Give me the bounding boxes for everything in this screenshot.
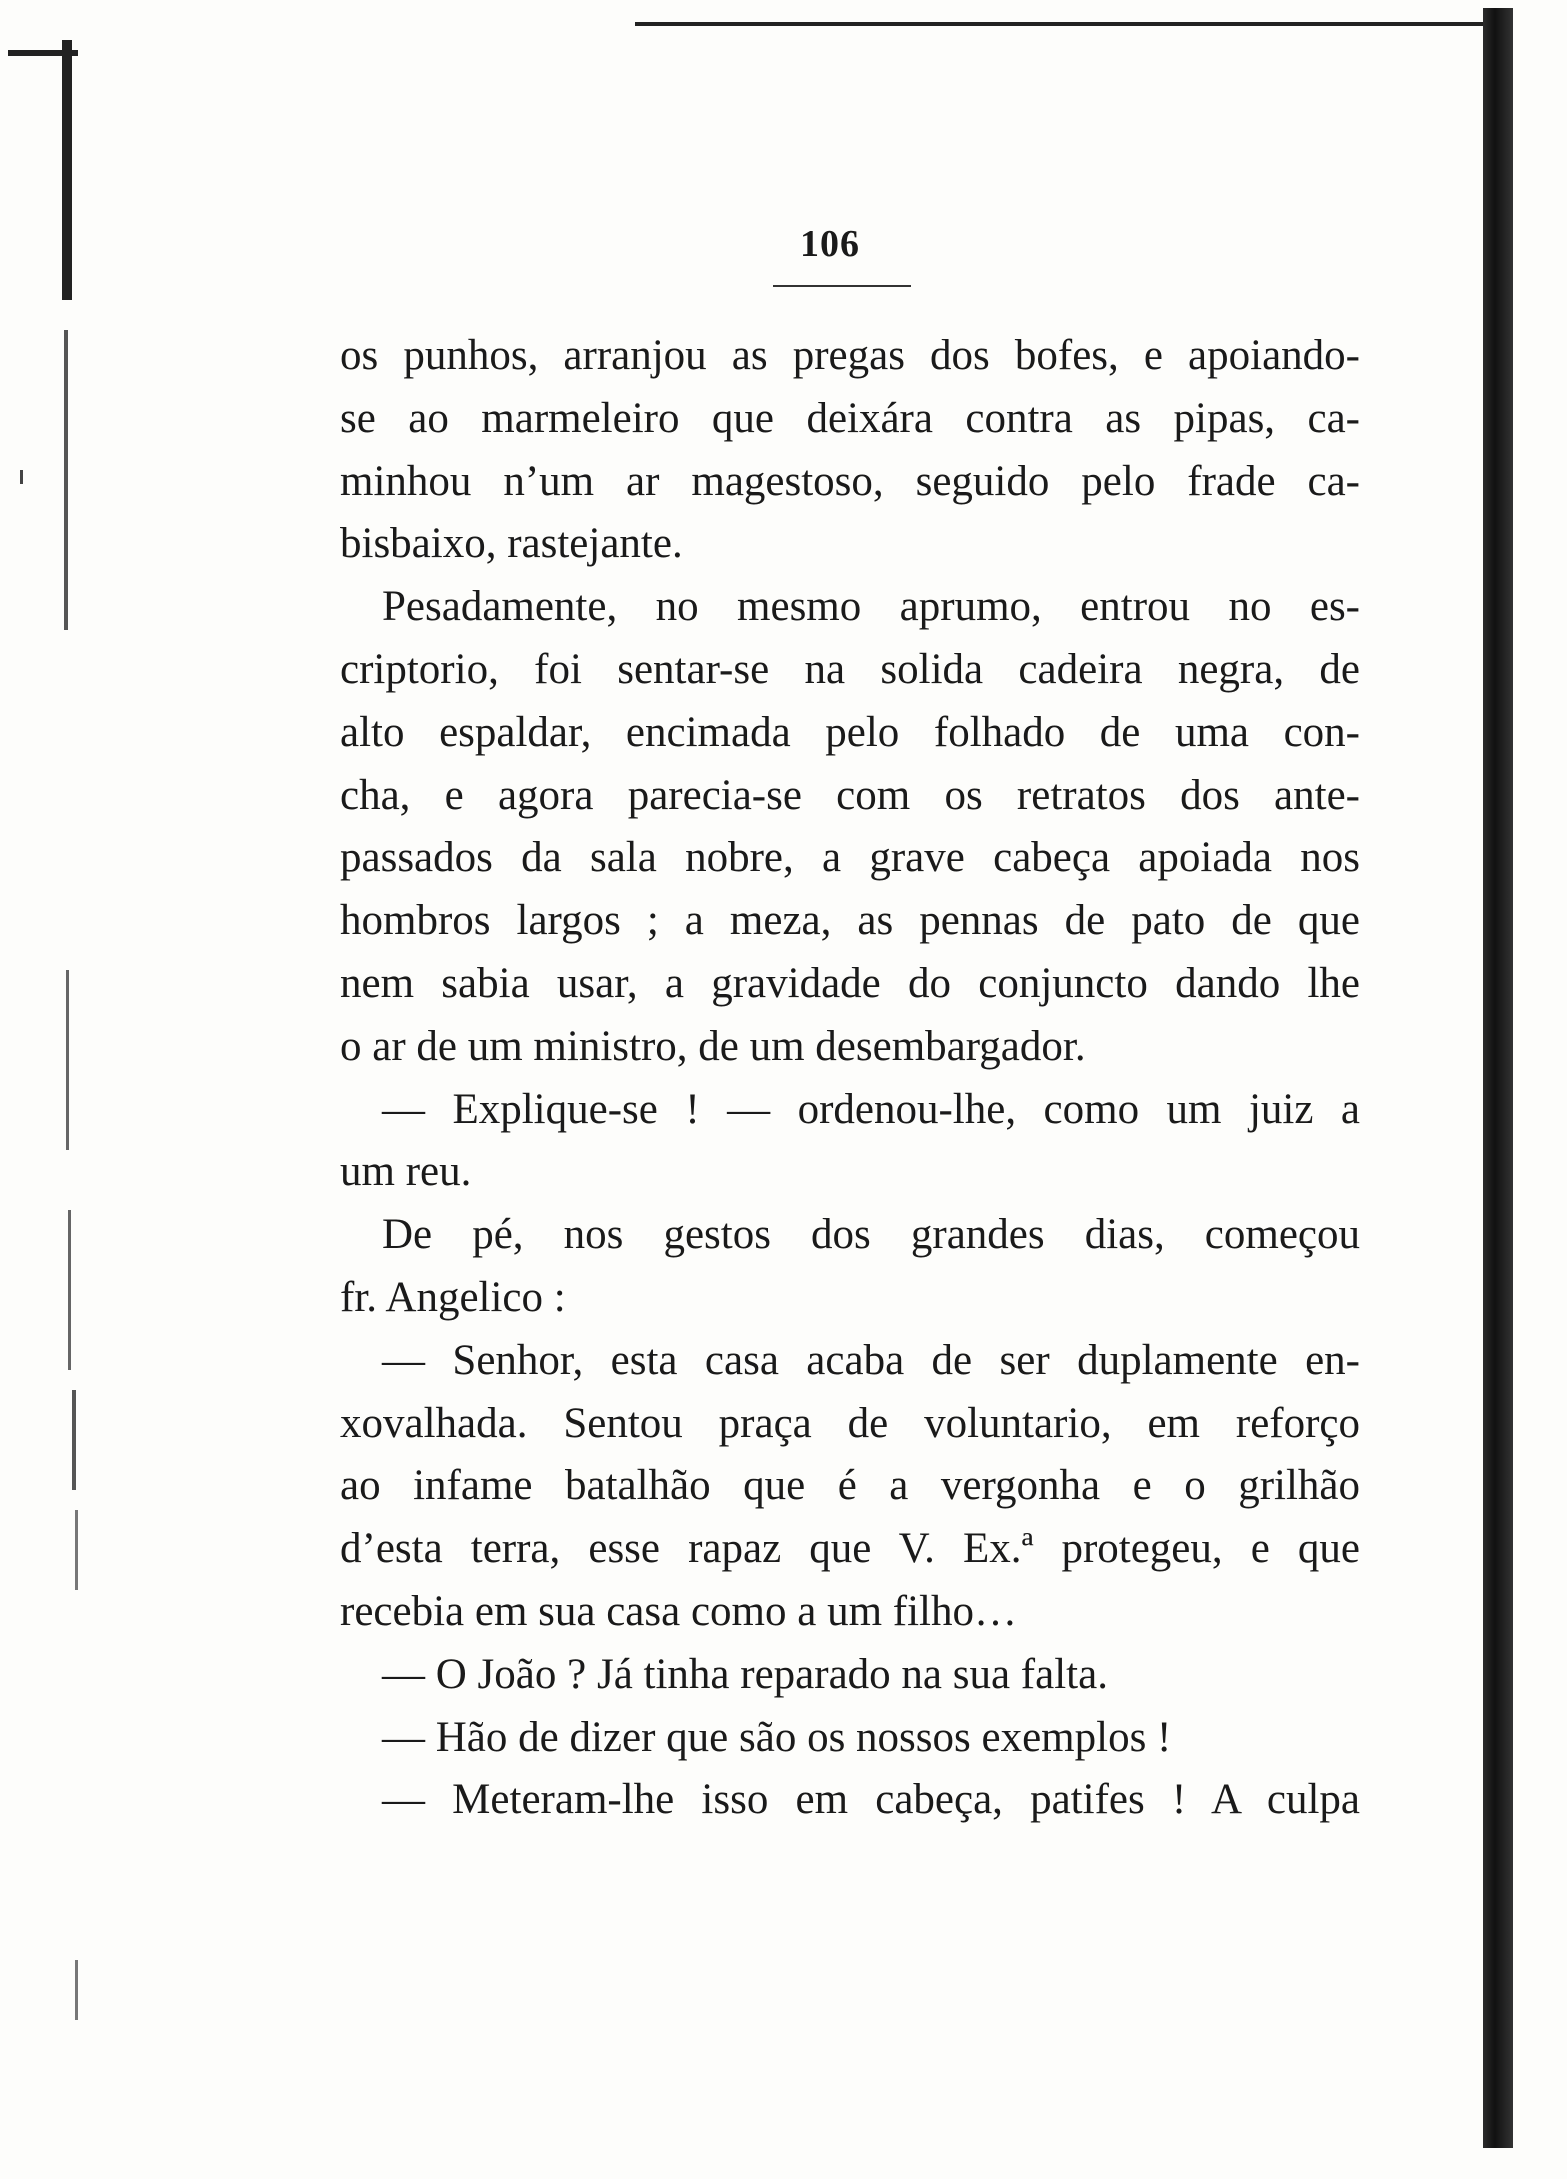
text-line: se ao marmeleiro que deixára contra as pipas, ca- <box>340 394 1360 442</box>
text-line: alto espaldar, encimada pelo folhado de uma con- <box>340 708 1360 756</box>
text-line: hombros largos ; a meza, as pennas de pato de que <box>340 897 1360 945</box>
text-line: ao infame batalhão que é a vergonha e o grilhão <box>340 1462 1360 1510</box>
text-line: passados da sala nobre, a grave cabeça apoiada nos <box>340 834 1360 882</box>
text-line: o ar de um ministro, de um desembargador. <box>340 1022 1086 1070</box>
text-line: d’esta terra, esse rapaz que V. Ex.ª protegeu, e que <box>340 1525 1360 1573</box>
text-line: recebia em sua casa como a um filho… <box>340 1587 1017 1635</box>
text-line: bisbaixo, rastejante. <box>340 520 683 568</box>
text-line: xovalhada. Sentou praça de voluntario, em reforço <box>340 1399 1360 1447</box>
text-line: nem sabia usar, a gravidade do conjuncto dando lhe <box>340 959 1360 1007</box>
text-line: — Hão de dizer que são os nossos exemplos ! <box>382 1713 1172 1761</box>
text-line: Pesadamente, no mesmo aprumo, entrou no es- <box>382 583 1360 631</box>
text-line: — Explique-se ! — ordenou-lhe, como um juiz a <box>382 1085 1360 1133</box>
top-border-rule <box>635 22 1485 26</box>
text-line: um reu. <box>340 1148 472 1196</box>
text-line: — O João ? Já tinha reparado na sua falta. <box>382 1650 1108 1698</box>
text-line: cha, e agora parecia-se com os retratos dos ante- <box>340 771 1360 819</box>
text-line: minhou n’um ar magestoso, seguido pelo frade ca- <box>340 457 1360 505</box>
text-line: criptorio, foi sentar-se na solida cadeira negra, de <box>340 645 1360 693</box>
text-line: — Senhor, esta casa acaba de ser duplamente en- <box>382 1336 1360 1384</box>
text-line: — Meteram-lhe isso em cabeça, patifes ! A culpa <box>382 1776 1360 1824</box>
right-border <box>1483 8 1513 2148</box>
binding-edge <box>0 30 90 1990</box>
text-line: De pé, nos gestos dos grandes dias, começou <box>382 1211 1360 1259</box>
page-number-rule <box>773 285 911 287</box>
text-line: os punhos, arranjou as pregas dos bofes, e apoiando- <box>340 332 1360 379</box>
text-line: fr. Angelico : <box>340 1273 566 1321</box>
page-number: 106 <box>800 223 860 265</box>
body-text <box>340 325 1360 1832</box>
